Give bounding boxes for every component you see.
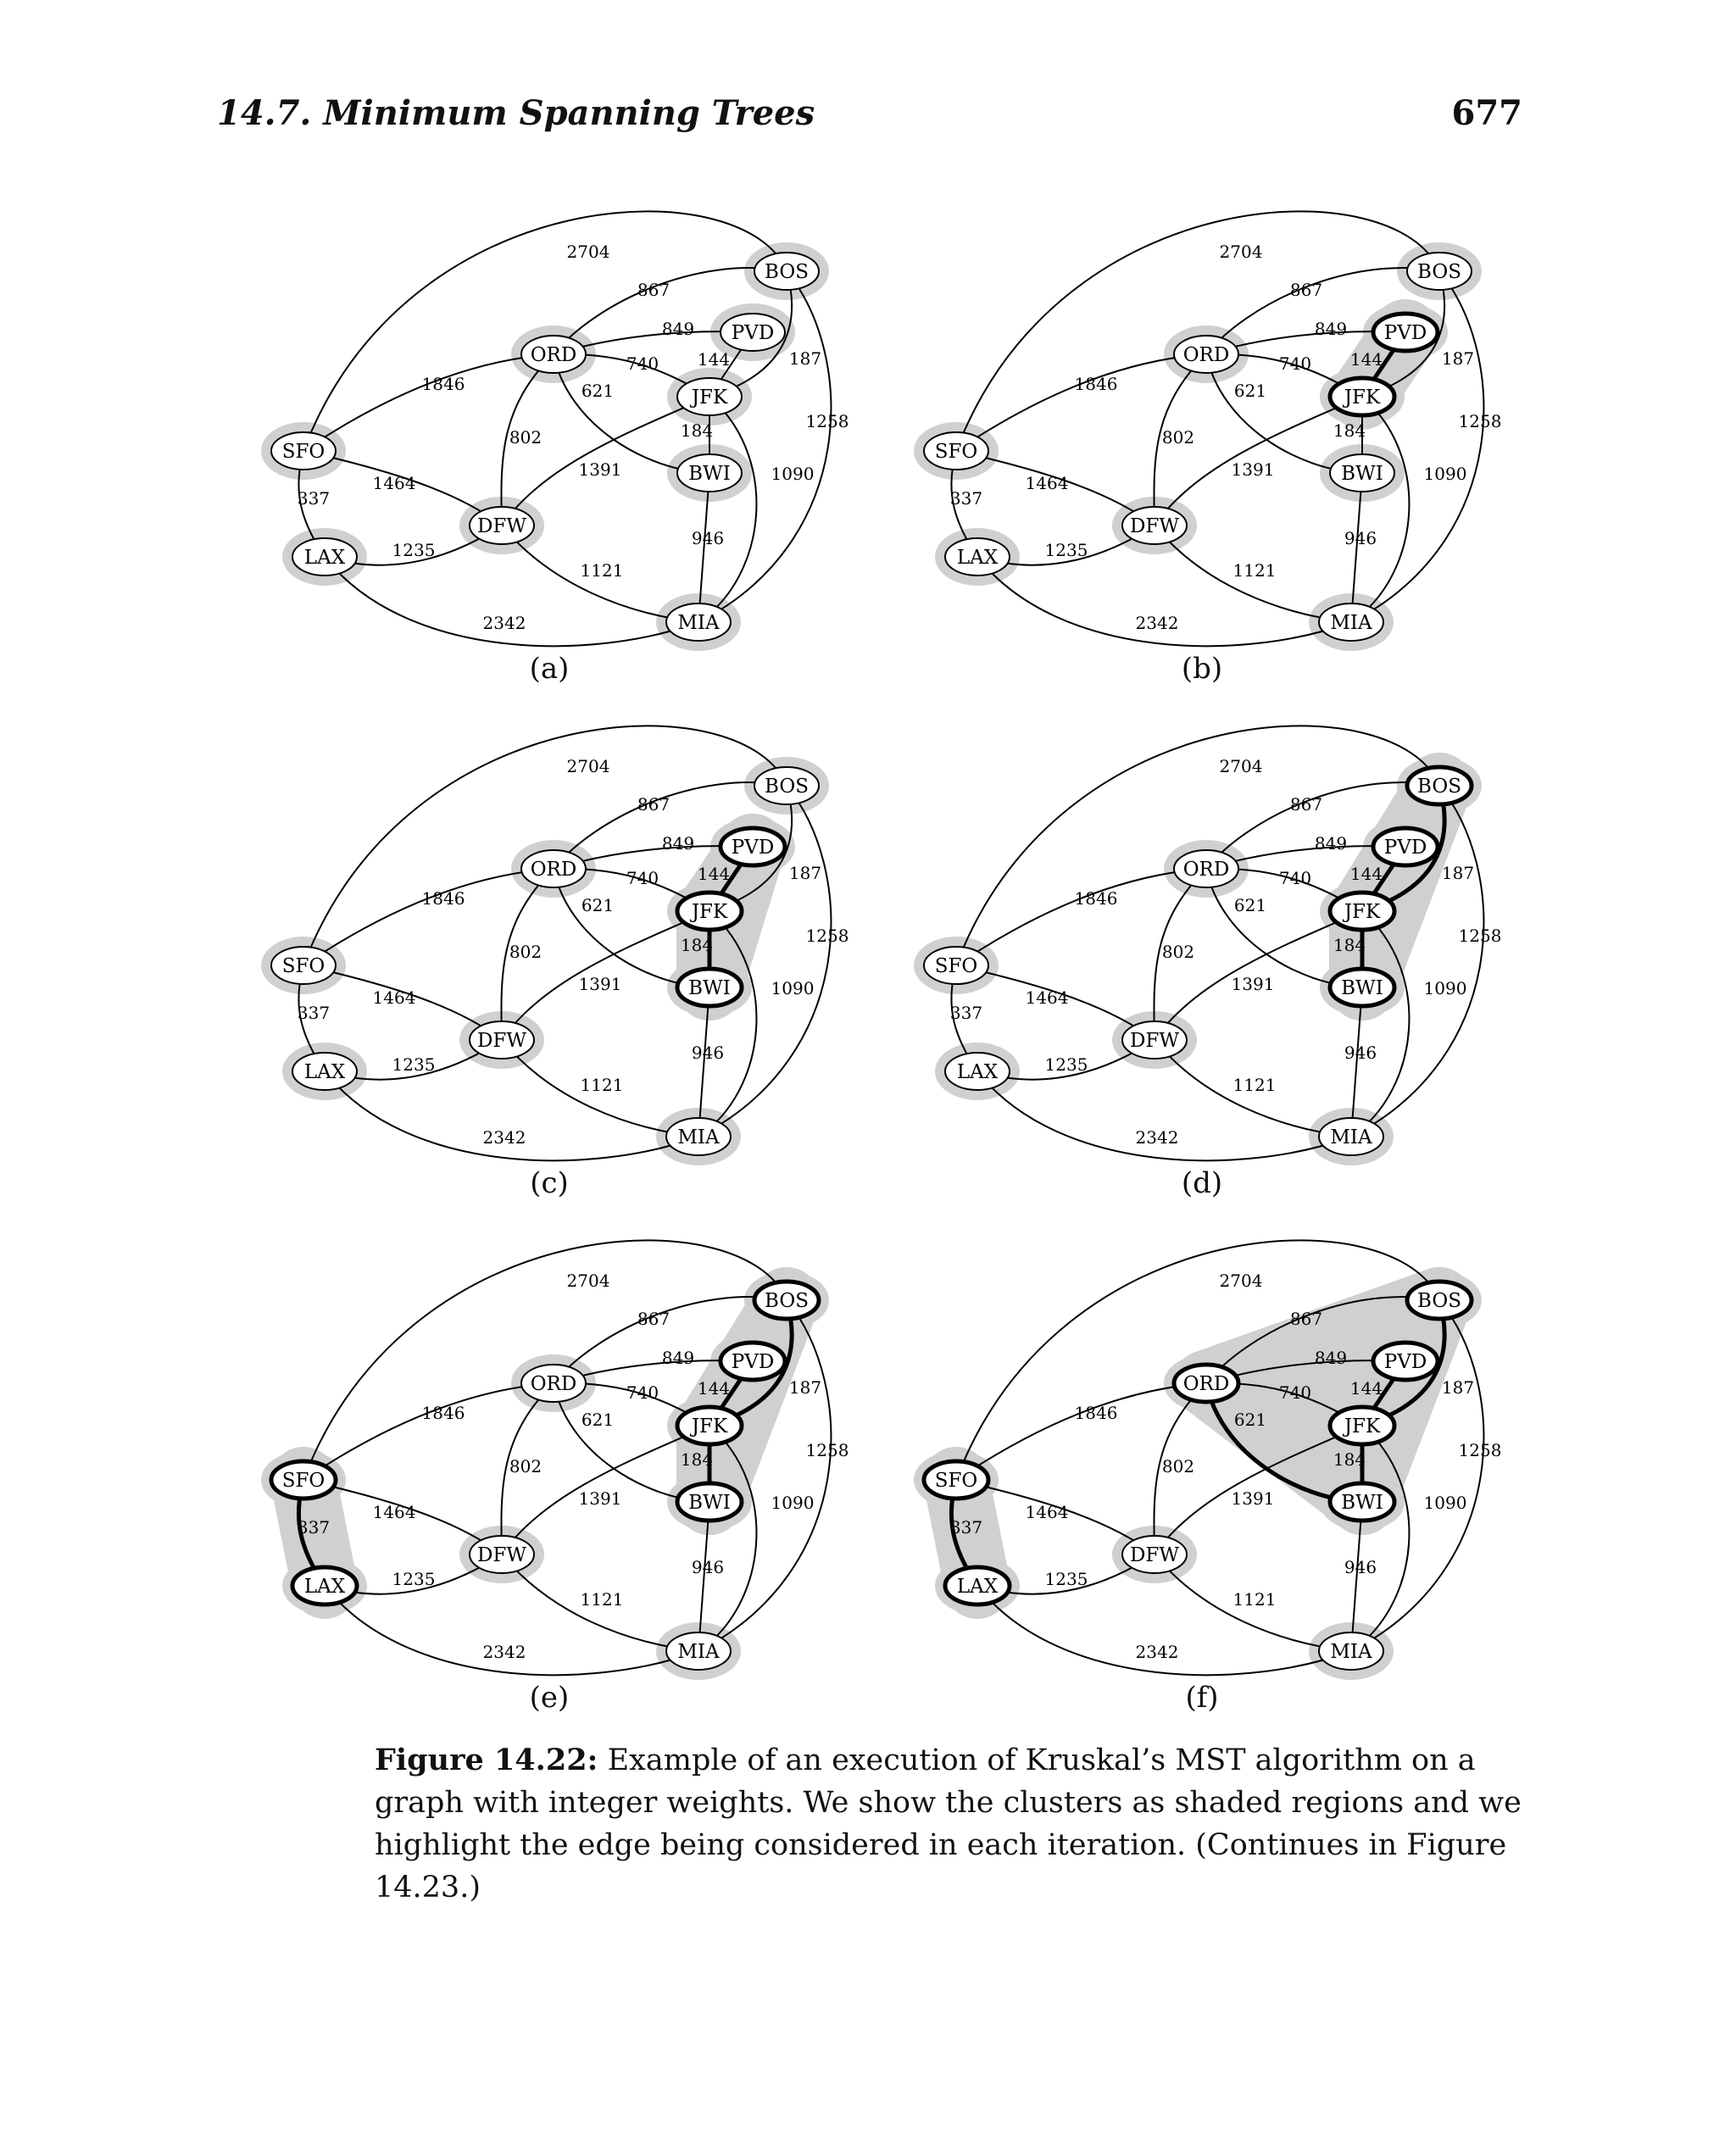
node-mia	[1319, 603, 1383, 641]
edge-weight-label: 1391	[578, 459, 622, 480]
edge-weight-label: 337	[297, 488, 331, 509]
edge-weight-label: 184	[1333, 1449, 1366, 1470]
node-jfk	[1330, 893, 1394, 930]
edge-weight-label: 1235	[1044, 1569, 1088, 1589]
edge-weight-label: 1121	[580, 1589, 624, 1610]
node-dfw	[1122, 507, 1187, 544]
node-jfk	[677, 378, 742, 415]
svg-text:DFW: DFW	[476, 515, 527, 537]
svg-text:PVD: PVD	[1383, 837, 1427, 859]
svg-text:JFK: JFK	[1344, 1415, 1381, 1438]
graph-panel	[261, 211, 849, 686]
graph-panel	[914, 211, 1501, 686]
edge-weight-label: 621	[1233, 895, 1267, 915]
svg-text:BOS: BOS	[765, 261, 809, 283]
node-mia	[666, 1632, 731, 1670]
node-dfw	[470, 1536, 534, 1573]
svg-text:DFW: DFW	[1129, 1030, 1180, 1052]
node-mia	[1319, 1118, 1383, 1155]
edge-weight-label: 946	[691, 1043, 725, 1063]
node-bwi	[1330, 969, 1394, 1006]
node-jfk	[677, 1407, 742, 1444]
svg-text:DFW: DFW	[476, 1030, 527, 1052]
edge-weight-label: 1258	[1458, 411, 1502, 431]
svg-text:ORD: ORD	[530, 344, 577, 366]
edge-weight-label: 1846	[421, 888, 465, 909]
edge-weight-label: 867	[637, 1309, 670, 1329]
caption-label: Figure 14.22:	[375, 1743, 598, 1777]
svg-text:LAX: LAX	[303, 1576, 346, 1598]
svg-text:PVD: PVD	[731, 1351, 775, 1373]
svg-text:MIA: MIA	[1330, 1126, 1372, 1148]
node-mia	[666, 1118, 731, 1155]
edge-weight-label: 1391	[1231, 974, 1275, 994]
node-pvd	[1373, 828, 1438, 865]
edge-weight-label: 184	[680, 935, 714, 955]
edge-weight-label: 740	[1278, 868, 1312, 888]
svg-text:ORD: ORD	[1182, 859, 1230, 881]
node-dfw	[1122, 1536, 1187, 1573]
edge-weight-label: 187	[1441, 863, 1475, 883]
edge-weight-label: 2342	[1135, 1127, 1179, 1148]
edge-weight-label: 849	[661, 1348, 695, 1368]
svg-text:PVD: PVD	[731, 322, 775, 344]
svg-text:MIA: MIA	[677, 612, 720, 634]
edge-weight-label: 1121	[1232, 1589, 1277, 1610]
node-lax	[292, 1053, 357, 1090]
edge-weight-label: 1090	[1423, 464, 1467, 484]
svg-text:SFO: SFO	[934, 955, 978, 977]
panel-label: (c)	[530, 1166, 569, 1200]
edge-weight-label: 1235	[1044, 540, 1088, 560]
svg-text:DFW: DFW	[1129, 1544, 1180, 1566]
edge-weight-label: 2704	[566, 242, 610, 262]
svg-text:ORD: ORD	[1182, 344, 1230, 366]
node-pvd	[721, 828, 785, 865]
svg-text:LAX: LAX	[956, 547, 999, 569]
edge-weight-label: 184	[680, 1449, 714, 1470]
edge-weight-label: 1391	[1231, 459, 1275, 480]
edge-weight-label: 1846	[1074, 374, 1118, 394]
node-mia	[1319, 1632, 1383, 1670]
edge-weight-label: 2704	[1219, 756, 1263, 776]
svg-text:SFO: SFO	[281, 441, 326, 463]
graph-panel	[261, 1240, 849, 1715]
node-sfo	[924, 947, 988, 984]
node-jfk	[677, 893, 742, 930]
node-sfo	[271, 1461, 336, 1499]
node-bwi	[677, 1483, 742, 1521]
svg-text:JFK: JFK	[691, 386, 728, 409]
edge-weight-label: 1464	[1025, 1502, 1069, 1522]
edge-weight-label: 2342	[482, 613, 526, 633]
node-ord	[1174, 1365, 1238, 1402]
svg-text:BOS: BOS	[765, 1290, 809, 1312]
edge-weight-label: 849	[661, 319, 695, 339]
node-sfo	[271, 432, 336, 470]
edge-weight-label: 2704	[1219, 242, 1263, 262]
node-ord	[1174, 850, 1238, 887]
edge-weight-label: 849	[1314, 1348, 1348, 1368]
edge-weight-label: 867	[1289, 1309, 1323, 1329]
edge-weight-label: 849	[1314, 319, 1348, 339]
edge-weight-label: 144	[697, 349, 731, 370]
edge-weight-label: 144	[1349, 864, 1383, 884]
node-bwi	[677, 454, 742, 492]
edge-weight-label: 621	[581, 381, 615, 401]
node-lax	[292, 1567, 357, 1604]
edge-weight-label: 1258	[805, 1440, 849, 1460]
caption-text: Example of an execution of Kruskal’s MST algorithm on a graph with integer weights. We show the clusters as shaded regions and we highlight the edge being considered in each iteration. (Continues in Figure 14.23.)	[375, 1743, 1522, 1905]
edge-weight-label: 1090	[771, 1493, 815, 1513]
node-dfw	[470, 507, 534, 544]
edge-weight-label: 187	[1441, 348, 1475, 369]
node-bos	[754, 767, 819, 804]
edge-weight-label: 184	[1333, 935, 1366, 955]
svg-text:PVD: PVD	[1383, 322, 1427, 344]
edge-weight-label: 187	[788, 863, 822, 883]
svg-text:JFK: JFK	[1344, 386, 1381, 409]
node-jfk	[1330, 378, 1394, 415]
edge-weight-label: 337	[297, 1003, 331, 1023]
edge-weight-label: 1464	[372, 473, 416, 493]
edge-weight-label: 621	[1233, 1410, 1267, 1430]
svg-text:PVD: PVD	[731, 837, 775, 859]
edge-weight-label: 1846	[1074, 888, 1118, 909]
svg-text:BWI: BWI	[1341, 977, 1383, 999]
edge-weight-label: 2342	[482, 1642, 526, 1662]
svg-text:SFO: SFO	[934, 1470, 978, 1492]
node-ord	[521, 1365, 586, 1402]
edge-weight-label: 946	[1344, 528, 1377, 548]
node-sfo	[924, 1461, 988, 1499]
svg-text:BWI: BWI	[688, 1492, 731, 1514]
edge-weight-label: 1235	[1044, 1054, 1088, 1075]
graph-panel	[261, 726, 849, 1200]
panel-label: (d)	[1181, 1166, 1223, 1200]
svg-text:SFO: SFO	[281, 1470, 326, 1492]
edge-weight-label: 740	[626, 868, 659, 888]
node-ord	[521, 850, 586, 887]
edge-weight-label: 802	[509, 427, 542, 448]
edge-weight-label: 1121	[580, 560, 624, 581]
svg-text:MIA: MIA	[1330, 1641, 1372, 1663]
edge-weight-label: 740	[1278, 1382, 1312, 1403]
panel-label: (a)	[529, 652, 570, 686]
edge-weight-label: 946	[1344, 1557, 1377, 1577]
edge-weight-label: 337	[949, 1517, 983, 1538]
node-sfo	[271, 947, 336, 984]
panel-label: (f)	[1185, 1681, 1219, 1715]
node-bwi	[677, 969, 742, 1006]
node-pvd	[1373, 1343, 1438, 1380]
edge-weight-label: 2342	[482, 1127, 526, 1148]
svg-text:BWI: BWI	[1341, 1492, 1383, 1514]
edge-weight-label: 1121	[1232, 1075, 1277, 1095]
edge-weight-label: 187	[788, 1377, 822, 1398]
edge-weight-label: 1391	[1231, 1488, 1275, 1509]
edge-weight-label: 1258	[805, 926, 849, 946]
edge-weight-label: 1235	[392, 540, 436, 560]
svg-text:LAX: LAX	[303, 547, 346, 569]
edge-weight-label: 849	[661, 833, 695, 854]
svg-text:PVD: PVD	[1383, 1351, 1427, 1373]
edge-weight-label: 1121	[580, 1075, 624, 1095]
svg-text:SFO: SFO	[934, 441, 978, 463]
edge-weight-label: 867	[1289, 794, 1323, 815]
edge-weight-label: 802	[509, 942, 542, 962]
edge-weight-label: 187	[788, 348, 822, 369]
edge-weight-label: 1090	[771, 464, 815, 484]
edge-weight-label: 337	[297, 1517, 331, 1538]
edge-weight-label: 337	[949, 488, 983, 509]
node-bwi	[1330, 454, 1394, 492]
edge-weight-label: 2704	[566, 1271, 610, 1291]
svg-text:BOS: BOS	[1417, 261, 1461, 283]
edge-weight-label: 946	[691, 528, 725, 548]
node-pvd	[721, 1343, 785, 1380]
node-ord	[521, 336, 586, 373]
edge-weight-label: 802	[509, 1456, 542, 1476]
page-number: 677	[1451, 93, 1522, 133]
svg-text:ORD: ORD	[1182, 1373, 1230, 1395]
edge-weight-label: 144	[1349, 349, 1383, 370]
edge-weight-label: 144	[697, 864, 731, 884]
node-ord	[1174, 336, 1238, 373]
svg-text:LAX: LAX	[956, 1576, 999, 1598]
edge-weight-label: 802	[1161, 942, 1195, 962]
panel-label: (e)	[529, 1681, 570, 1715]
edge-weight-label: 144	[1349, 1378, 1383, 1399]
edge-weight-label: 1258	[1458, 926, 1502, 946]
node-jfk	[1330, 1407, 1394, 1444]
node-bwi	[1330, 1483, 1394, 1521]
edge-weight-label: 2342	[1135, 1642, 1179, 1662]
edge-weight-label: 184	[680, 420, 714, 441]
edge-weight-label: 1258	[1458, 1440, 1502, 1460]
svg-text:MIA: MIA	[677, 1126, 720, 1148]
edge-weight-label: 802	[1161, 1456, 1195, 1476]
svg-text:DFW: DFW	[1129, 515, 1180, 537]
edge-weight-label: 1121	[1232, 560, 1277, 581]
node-bos	[1407, 253, 1472, 290]
node-lax	[945, 1053, 1010, 1090]
node-lax	[945, 1567, 1010, 1604]
node-bos	[754, 253, 819, 290]
svg-text:LAX: LAX	[303, 1061, 346, 1083]
svg-text:BOS: BOS	[1417, 776, 1461, 798]
edge-weight-label: 1464	[372, 1502, 416, 1522]
svg-text:BWI: BWI	[1341, 463, 1383, 485]
svg-text:BWI: BWI	[688, 463, 731, 485]
svg-text:JFK: JFK	[1344, 901, 1381, 923]
edge-weight-label: 1846	[1074, 1403, 1118, 1423]
panel-label: (b)	[1181, 652, 1223, 686]
edge-weight-label: 2704	[1219, 1271, 1263, 1291]
edge-weight-label: 144	[697, 1378, 731, 1399]
graph-panel	[914, 1240, 1501, 1715]
edge-weight-label: 1090	[771, 978, 815, 998]
edge-weight-label: 621	[1233, 381, 1267, 401]
svg-text:BWI: BWI	[688, 977, 731, 999]
edge-weight-label: 2342	[1135, 613, 1179, 633]
edge-weight-label: 1090	[1423, 1493, 1467, 1513]
edge-weight-label: 1464	[1025, 987, 1069, 1008]
edge-weight-label: 2704	[566, 756, 610, 776]
edge-weight-label: 1235	[392, 1569, 436, 1589]
graph-panel	[914, 726, 1501, 1200]
edge-weight-label: 1235	[392, 1054, 436, 1075]
edge-weight-label: 867	[1289, 280, 1323, 300]
edge-weight-label: 1846	[421, 374, 465, 394]
edge-weight-label: 946	[691, 1557, 725, 1577]
edge-weight-label: 621	[581, 1410, 615, 1430]
edge-weight-label: 802	[1161, 427, 1195, 448]
edge-weight-label: 740	[626, 353, 659, 374]
node-sfo	[924, 432, 988, 470]
edge-weight-label: 867	[637, 794, 670, 815]
node-lax	[292, 538, 357, 576]
edge-weight-label: 337	[949, 1003, 983, 1023]
svg-text:ORD: ORD	[530, 859, 577, 881]
svg-text:JFK: JFK	[691, 1415, 728, 1438]
svg-text:ORD: ORD	[530, 1373, 577, 1395]
edge-weight-label: 621	[581, 895, 615, 915]
node-dfw	[470, 1021, 534, 1059]
edge-weight-label: 740	[626, 1382, 659, 1403]
edge-weight-label: 1464	[372, 987, 416, 1008]
edge-weight-label: 1090	[1423, 978, 1467, 998]
section-title: 14.7. Minimum Spanning Trees	[217, 93, 815, 133]
edge-weight-label: 1391	[578, 1488, 622, 1509]
svg-text:BOS: BOS	[765, 776, 809, 798]
node-pvd	[721, 314, 785, 351]
edge-weight-label: 184	[1333, 420, 1366, 441]
node-bos	[754, 1282, 819, 1319]
svg-text:LAX: LAX	[956, 1061, 999, 1083]
svg-text:JFK: JFK	[691, 901, 728, 923]
node-bos	[1407, 767, 1472, 804]
edge-weight-label: 1391	[578, 974, 622, 994]
figure-caption	[375, 1739, 1524, 1909]
edge-weight-label: 1846	[421, 1403, 465, 1423]
svg-text:SFO: SFO	[281, 955, 326, 977]
edge-weight-label: 740	[1278, 353, 1312, 374]
node-dfw	[1122, 1021, 1187, 1059]
svg-text:BOS: BOS	[1417, 1290, 1461, 1312]
edge-weight-label: 867	[637, 280, 670, 300]
edge-weight-label: 946	[1344, 1043, 1377, 1063]
edge-weight-label: 187	[1441, 1377, 1475, 1398]
edge-weight-label: 849	[1314, 833, 1348, 854]
svg-text:MIA: MIA	[1330, 612, 1372, 634]
svg-text:DFW: DFW	[476, 1544, 527, 1566]
node-lax	[945, 538, 1010, 576]
svg-text:MIA: MIA	[677, 1641, 720, 1663]
node-pvd	[1373, 314, 1438, 351]
node-mia	[666, 603, 731, 641]
node-bos	[1407, 1282, 1472, 1319]
edge-weight-label: 1258	[805, 411, 849, 431]
edge-weight-label: 1464	[1025, 473, 1069, 493]
